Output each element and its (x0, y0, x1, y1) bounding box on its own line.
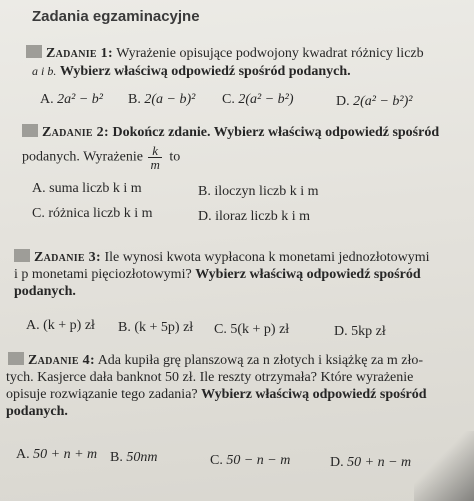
task-1-option-c[interactable]: C. 2(a² − b²) (222, 92, 294, 107)
task-3-label: Zadanie 3: (34, 250, 101, 265)
section-heading: Zadania egzaminacyjne (32, 8, 200, 25)
task-2-label: Zadanie 2: (42, 125, 109, 140)
task-4-line-2: tych. Kasjerce dała banknot 50 zł. Ile reszty otrzymała? Które wyrażenie (6, 370, 414, 385)
task-3-option-c[interactable]: C. 5(k + p) zł (214, 322, 290, 337)
task-3-line-3: podanych. (14, 284, 76, 299)
task-1-line-2 (32, 63, 351, 80)
task-2-line-1 (22, 124, 439, 141)
task-4-text-3: opisuje rozwiązanie tego zadania? (6, 387, 198, 402)
task-1-option-a[interactable]: A. 2a² − b² (40, 92, 103, 107)
task-3-option-b[interactable]: B. (k + 5p) zł (118, 320, 194, 335)
task-1-option-b[interactable]: B. 2(a − b)² (128, 92, 196, 107)
task-4-line-4: podanych. (6, 404, 68, 419)
task-3-line-2 (14, 266, 421, 283)
task-2-option-b[interactable]: B. iloczyn liczb k i m (198, 184, 319, 199)
task-4-option-c[interactable]: C. 50 − n − m (210, 453, 291, 468)
task-marker-icon (26, 45, 42, 58)
task-1-option-d[interactable]: D. 2(a² − b²)² (336, 94, 413, 109)
task-1-vars: a i b. (32, 64, 57, 78)
task-3-line-1 (14, 249, 430, 266)
task-2-text-end: to (169, 149, 181, 165)
task-marker-icon (8, 352, 24, 365)
task-3-option-d[interactable]: D. 5kp zł (334, 324, 386, 339)
task-4-label: Zadanie 4: (28, 353, 95, 368)
task-4-option-a[interactable]: A. 50 + n + m (16, 447, 98, 462)
task-2-instruction: Dokończ zdanie. Wybierz właściwą odpowiedź spośród (112, 125, 440, 140)
page-shadow (414, 431, 474, 501)
task-1-line-1 (26, 45, 424, 62)
task-3-text: Ile wynosi kwota wypłacona k monetami jednozłotowymi (104, 250, 430, 265)
task-4-instruction: Wybierz właściwą odpowiedź spośród (201, 387, 427, 402)
task-3-option-a[interactable]: A. (k + p) zł (26, 318, 95, 333)
fraction-k-over-m: $\frac{k}{m}$ (150, 143, 160, 172)
task-2-option-a[interactable]: A. suma liczb k i m (32, 181, 142, 196)
task-marker-icon (14, 249, 30, 262)
task-1-text: Wyrażenie opisujące podwojony kwadrat różnicy liczb (116, 46, 424, 61)
task-marker-icon (22, 124, 38, 137)
task-4-line-3 (6, 386, 427, 403)
task-4-option-b[interactable]: B. 50nm (110, 450, 158, 465)
task-2-option-c[interactable]: C. różnica liczb k i m (32, 206, 153, 221)
task-1-label: Zadanie 1: (46, 46, 113, 61)
task-2-option-d[interactable]: D. iloraz liczb k i m (198, 209, 310, 224)
task-1-instruction: Wybierz właściwą odpowiedź spośród podanych. (59, 64, 351, 79)
task-2-line-2 (22, 144, 180, 171)
task-3-instruction: Wybierz właściwą odpowiedź spośród (195, 267, 421, 282)
task-2-text: podanych. Wyrażenie (22, 149, 143, 165)
task-4-line-1 (8, 352, 423, 369)
task-4-option-d[interactable]: D. 50 + n − m (330, 455, 412, 470)
task-3-text-2: i p monetami pięciozłotowymi? (14, 267, 192, 282)
task-4-text: Ada kupiła grę planszową za n złotych i książkę za m zło- (97, 353, 424, 368)
